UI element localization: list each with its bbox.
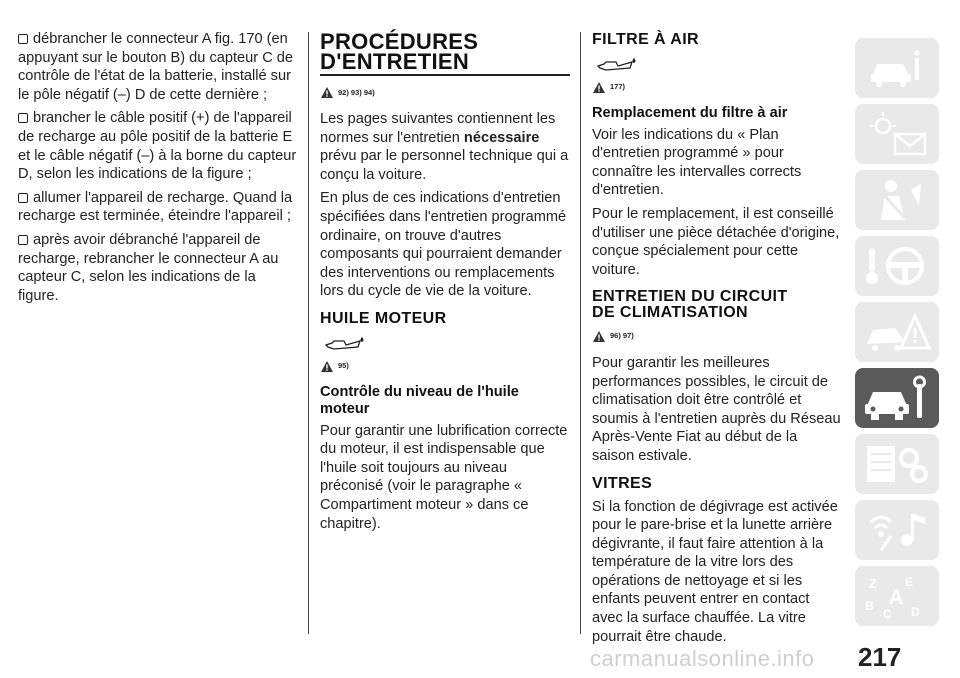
heading-oil: HUILE MOTEUR xyxy=(320,310,447,328)
warning-triangle-icon xyxy=(592,330,606,343)
warning-ref: 96) 97) xyxy=(592,327,842,346)
tab-index[interactable] xyxy=(855,566,939,626)
section-title: PROCÉDURES D'ENTRETIEN xyxy=(320,29,479,74)
oil-can-icon xyxy=(322,333,366,353)
svg-text:A: A xyxy=(889,587,904,609)
warning-ref: 92) 93) 94) xyxy=(320,84,570,103)
paragraph: En plus de ces indications d'entretien spécifiées dans l'entretien programmé ordinaire, on trouve d'autres composants qui pourraient demander des interventions ou remplacements lors du cycle de vie de la voiture. xyxy=(320,190,567,300)
checkbox-bullet-icon xyxy=(18,113,28,123)
heading-glass: VITRES xyxy=(592,474,653,492)
warning-triangle-icon xyxy=(320,360,334,373)
tab-multimedia[interactable] xyxy=(855,500,939,560)
car-info-icon xyxy=(861,44,933,92)
tab-safety[interactable] xyxy=(855,170,939,230)
paragraph: Pour garantir une lubrification correcte du moteur, il est indispensable que l'huile soit toujours au niveau préconisé (voir le paragraphe « Compartiment moteur » dans ce chapitre). xyxy=(320,422,568,532)
tab-lights-warnings[interactable] xyxy=(855,104,939,164)
warning-triangle-icon xyxy=(592,81,606,94)
tab-car-dashboard[interactable] xyxy=(855,38,939,98)
music-signal-icon xyxy=(861,506,933,554)
column-left xyxy=(18,30,300,310)
svg-text:Z: Z xyxy=(869,576,877,591)
breakdown-warning-icon xyxy=(861,308,933,356)
oil-can-icon xyxy=(594,54,638,74)
paragraph: Pour garantir les meilleures performances possibles, le circuit de climatisation doit être contrôlé et soumis à l'entretien auprès du Réseau Après-Vente Fiat au début de la saison estivale. xyxy=(592,354,841,464)
column-right xyxy=(592,30,842,651)
tab-emergency[interactable] xyxy=(855,302,939,362)
paragraph: Voir les indications du « Plan d'entretien programmé » pour connaître les intervalles corrects d'entretien. xyxy=(592,126,802,199)
paragraph: Si la fonction de dégivrage est activée pour le pare-brise et la lunette arrière dégivrante, il faut faire attention à la température de la vitre lors des opérations de nettoyage et si les enfants peuvent entrer en contact avec la surface chauffée. La vitre pourrait être chaude. xyxy=(592,498,838,645)
watermark: carmanualsonline.info xyxy=(590,646,815,671)
warning-triangle-icon xyxy=(320,86,334,99)
subheading: Contrôle du niveau de l'huile moteur xyxy=(320,383,519,417)
seatbelt-airbag-icon xyxy=(861,176,933,224)
column-divider xyxy=(580,32,581,634)
heading-air-filter: FILTRE À AIR xyxy=(592,31,700,48)
checkbox-bullet-icon xyxy=(18,235,28,245)
paragraph: Pour le remplacement, il est conseillé d'utiliser une pièce détachée d'origine, conçue spécialement pour cette voiture. xyxy=(592,205,840,278)
paragraph: Les pages suivantes contiennent les normes sur l'entretien nécessaire prévu par le personnel technique qui a conçu la voiture. xyxy=(320,111,569,183)
list-item: brancher le câble positif (+) de l'appareil de recharge au pôle positif de la batterie E et le câble négatif (–) à la borne du capteur D, selon les indications de la figure ; xyxy=(18,110,297,183)
warning-ref: 95) xyxy=(320,357,570,376)
checkbox-bullet-icon xyxy=(18,34,28,44)
alphabet-icon xyxy=(861,572,933,620)
title-underline xyxy=(320,74,570,76)
warning-lights-icon xyxy=(861,110,933,158)
list-item: débrancher le connecteur A fig. 170 (en appuyant sur le bouton B) du capteur C de contrôle de l'état de la batterie, installé sur le pôle négatif (–) D de cette dernière ; xyxy=(18,31,294,103)
tab-technical-data[interactable] xyxy=(855,434,939,494)
subheading: Remplacement du filtre à air xyxy=(592,104,788,121)
checkbox-bullet-icon xyxy=(18,193,28,203)
list-item: après avoir débranché l'appareil de recharge, rebrancher le connecteur A au capteur C, selon les indications de la figure. xyxy=(18,231,279,304)
svg-text:E: E xyxy=(905,575,914,589)
column-divider xyxy=(308,32,309,634)
steering-wheel-icon xyxy=(861,242,933,290)
column-middle xyxy=(320,30,570,538)
page-number: 217 xyxy=(858,642,902,672)
tab-starting-driving[interactable] xyxy=(855,236,939,296)
svg-text:B: B xyxy=(865,599,874,613)
gears-icon xyxy=(861,440,933,488)
svg-text:C: C xyxy=(883,607,892,620)
car-wrench-icon xyxy=(861,374,933,422)
tab-maintenance[interactable] xyxy=(855,368,939,428)
list-item: allumer l'appareil de recharge. Quand la recharge est terminée, éteindre l'appareil ; xyxy=(18,189,293,225)
warning-ref: 177) xyxy=(592,78,842,97)
svg-text:D: D xyxy=(911,605,920,619)
heading-climatisation: ENTRETIEN DU CIRCUIT DE CLIMATISATION xyxy=(592,288,788,322)
